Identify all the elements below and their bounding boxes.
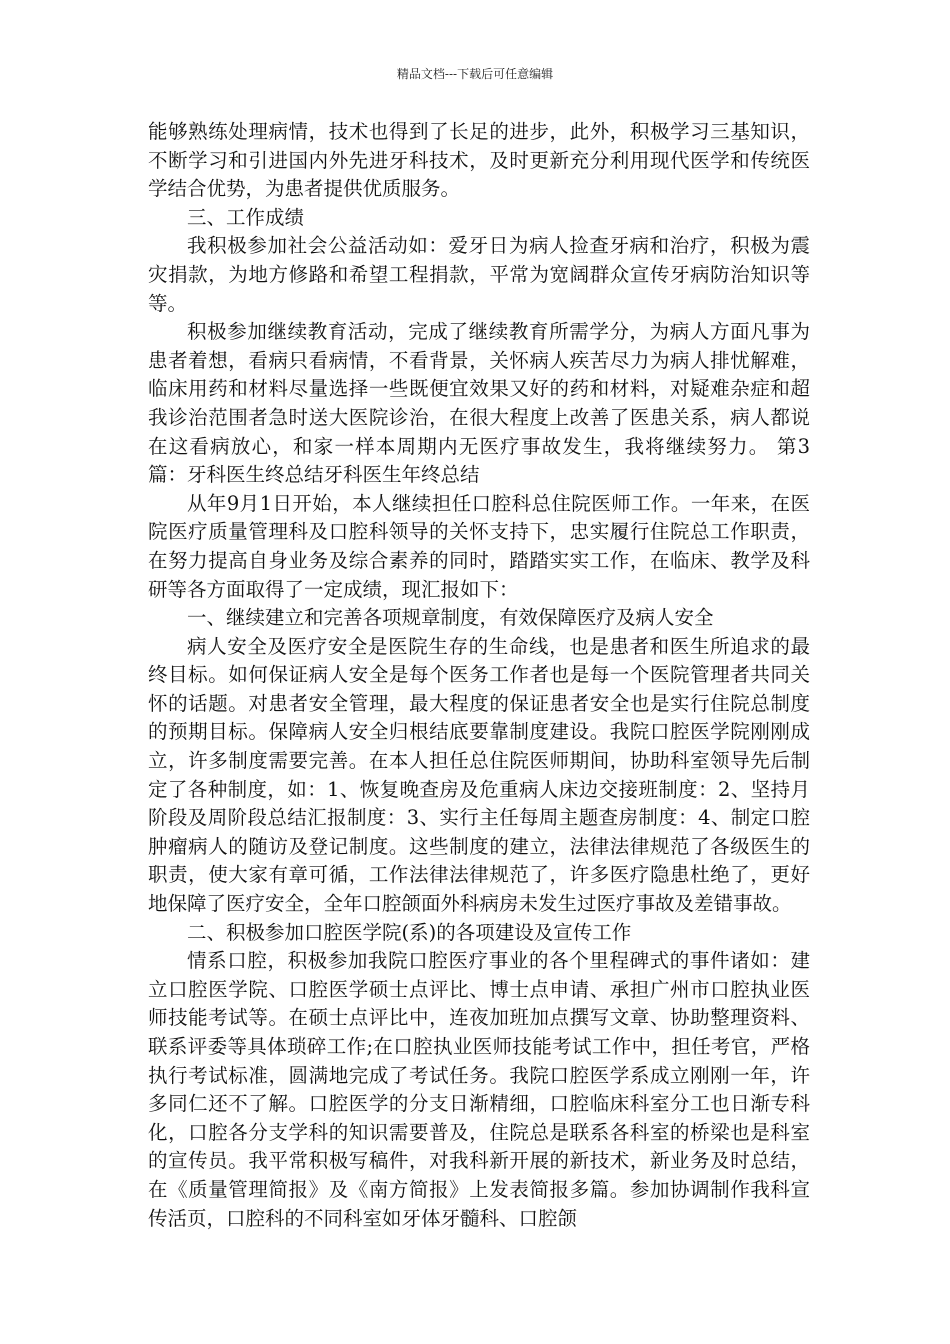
paragraph-continuation: 能够熟练处理病情，技术也得到了长足的进步，此外，积极学习三基知识，不断学习和引进国内外先进牙科技术，及时更新充分利用现代医学和传统医学结合优势，为患者提供优质服务。	[148, 120, 810, 201]
paragraph: 情系口腔，积极参加我院口腔医疗事业的各个里程碑式的事件诸如：建立口腔医学院、口腔医学硕士点评比、博士点申请、承担广州市口腔执业医师技能考试等。在硕士点评比中，连夜加班加点撰写文章、协助整理资料、联系评委等具体琐碎工作;在口腔执业医师技能考试工作中，担任考官，严格执行考试标准，圆满地完成了考试任务。我院口腔医学系成立刚刚一年，许多同仁还不了解。口腔医学的分支日渐精细，口腔临床科室分工也日渐专科化，口腔各分支学科的知识需要普及，住院总是联系各科室的桥梁也是科室的宣传员。我平常积极写稿件，对我科新开展的新技术，新业务及时总结，在《质量管理简报》及《南方简报》上发表简报多篇。参加协调制作我科宣传活页，口腔科的不同科室如牙体牙髓科、口腔颌	[148, 949, 810, 1230]
section-heading-construction-promotion: 二、积极参加口腔医学院(系)的各项建设及宣传工作	[187, 920, 632, 944]
page-header: 精品文档---下载后可任意编辑	[396, 67, 554, 81]
paragraph: 我积极参加社会公益活动如：爱牙日为病人捡查牙病和治疗，积极为震灾捐款，为地方修路和希望工程捐款，平常为宽阔群众宣传牙病防治知识等等。	[148, 234, 810, 315]
section-heading-work-achievements: 三、工作成绩	[187, 205, 305, 229]
paragraph: 病人安全及医疗安全是医院生存的生命线，也是患者和医生所追求的最终目标。如何保证病人安全是每个医务工作者也是每一个医院管理者共同关怀的话题。对患者安全管理，最大程度的保证患者安全也是实行住院总制度的预期目标。保障病人安全归根结底要靠制度建设。我院口腔医学院刚刚成立，许多制度需要完善。在本人担任总住院医师期间，协助科室领导先后制定了各种制度，如：1、恢复晚查房及危重病人床边交接班制度：2、坚持月阶段及周阶段总结汇报制度：3、实行主任每周主题查房制度：4、制定口腔肿瘤病人的随访及登记制度。这些制度的建立，法律法律规范了各级医生的职责，使大家有章可循，工作法律法律规范了，许多医疗隐患杜绝了，更好地保障了医疗安全，全年口腔颌面外科病房未发生过医疗事故及差错事故。	[148, 634, 810, 916]
paragraph: 从年9月1日开始，本人继续担任口腔科总住院医师工作。一年来，在医院医疗质量管理科及口腔科领导的关怀支持下，忠实履行住院总工作职责，在努力提高自身业务及综合素养的同时，踏踏实实工作，在临床、教学及科研等各方面取得了一定成绩，现汇报如下：	[148, 491, 810, 601]
paragraph: 积极参加继续教育活动，完成了继续教育所需学分，为病人方面凡事为患者着想，看病只看病情，不看背景，关怀病人疾苦尽力为病人排忧解难，临床用药和材料尽量选择一些既便宜效果又好的药和材料，对疑难杂症和超我诊治范围者急时送大医院诊治，在很大程度上改善了医患关系，病人都说在这看病放心，和家一样本周期内无医疗事故发生，我将继续努力。 第3篇：牙科医生终总结牙科医生年终总结	[148, 320, 810, 487]
section-heading-regulations: 一、继续建立和完善各项规章制度，有效保障医疗及病人安全	[187, 606, 714, 630]
document-body	[148, 118, 810, 1233]
